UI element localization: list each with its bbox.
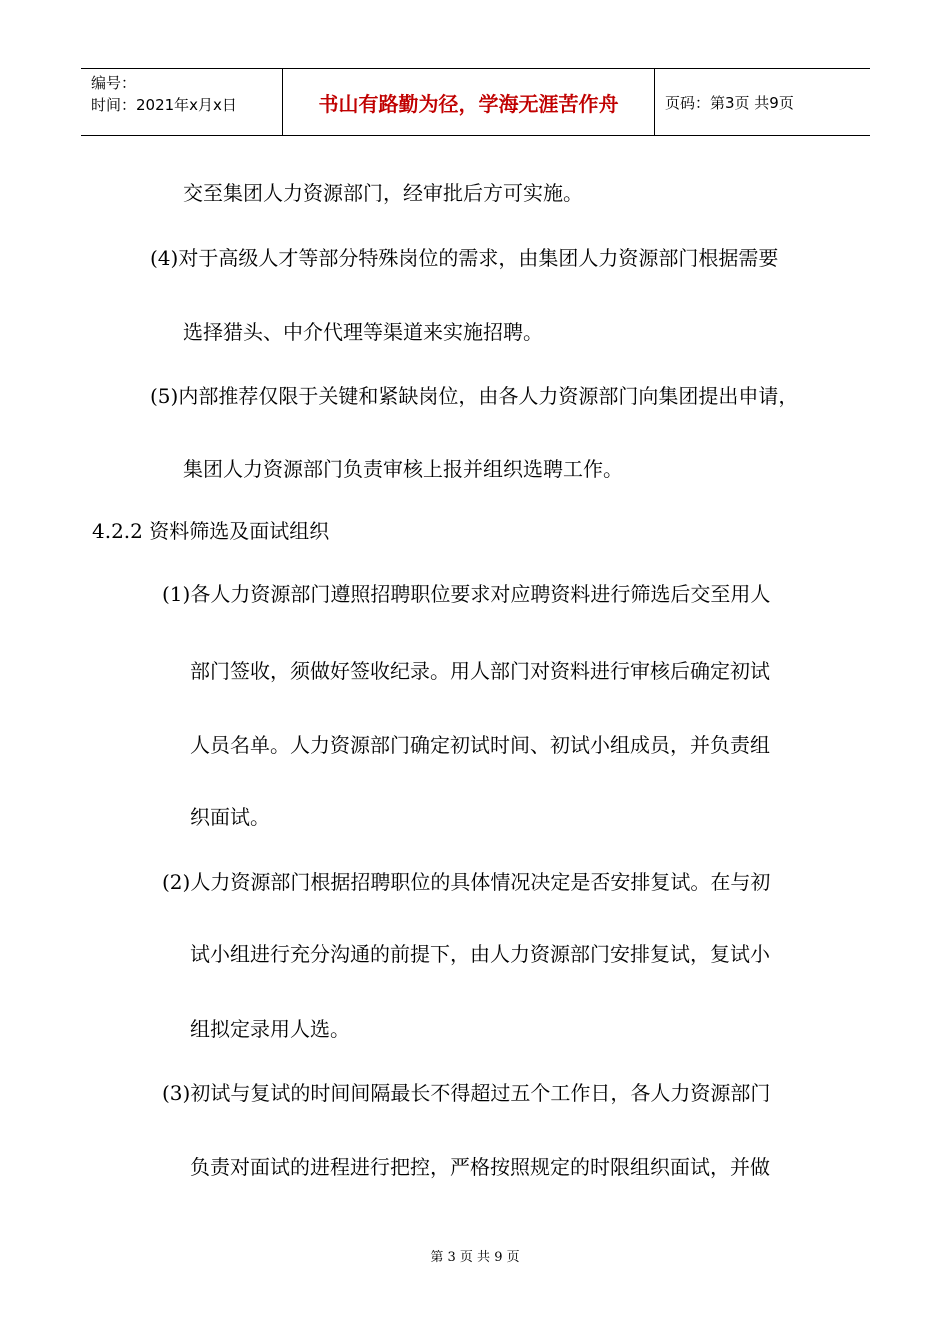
- section-heading: 4.2.2 资料筛选及面试组织: [92, 519, 330, 543]
- body-line: 试小组进行充分沟通的前提下，由人力资源部门安排复试，复试小: [190, 942, 770, 966]
- body-line: 集团人力资源部门负责审核上报并组织选聘工作。: [183, 457, 623, 481]
- body-line: 选择猎头、中介代理等渠道来实施招聘。: [183, 320, 543, 344]
- header-meta: [81, 69, 283, 135]
- time-label: 时间：2021年x月x日: [91, 96, 237, 114]
- body-line: 负责对面试的进程进行把控，严格按照规定的时限组织面试，并做: [190, 1155, 770, 1179]
- list-item-5: (5)内部推荐仅限于关键和紧缺岗位，由各人力资源部门向集团提出申请，: [150, 384, 799, 408]
- header-page-info: [655, 69, 870, 135]
- motto-text: 书山有路勤为径，学海无涯苦作舟: [318, 91, 619, 116]
- body-line: 交至集团人力资源部门，经审批后方可实施。: [183, 181, 583, 205]
- header-motto: [283, 69, 655, 135]
- body-line: 组拟定录用人选。: [190, 1017, 350, 1041]
- page-footer: [0, 1246, 950, 1265]
- body-line: 织面试。: [190, 805, 270, 829]
- list-item-4: (4)对于高级人才等部分特殊岗位的需求，由集团人力资源部门根据需要: [150, 246, 779, 270]
- page-header: [81, 68, 870, 136]
- body-line: 人员名单。人力资源部门确定初试时间、初试小组成员，并负责组: [190, 733, 770, 757]
- list-item-2: (2)人力资源部门根据招聘职位的具体情况决定是否安排复试。在与初: [162, 870, 771, 894]
- body-line: 部门签收，须做好签收纪录。用人部门对资料进行审核后确定初试: [190, 659, 770, 683]
- footer-page-number: 第 3 页 共 9 页: [430, 1250, 520, 1265]
- serial-number-label: 编号：: [91, 74, 137, 92]
- list-item-3: (3)初试与复试的时间间隔最长不得超过五个工作日，各人力资源部门: [162, 1081, 771, 1105]
- list-item-1: (1)各人力资源部门遵照招聘职位要求对应聘资料进行筛选后交至用人: [162, 582, 771, 606]
- page-number-label: 页码：第3页 共9页: [665, 93, 794, 112]
